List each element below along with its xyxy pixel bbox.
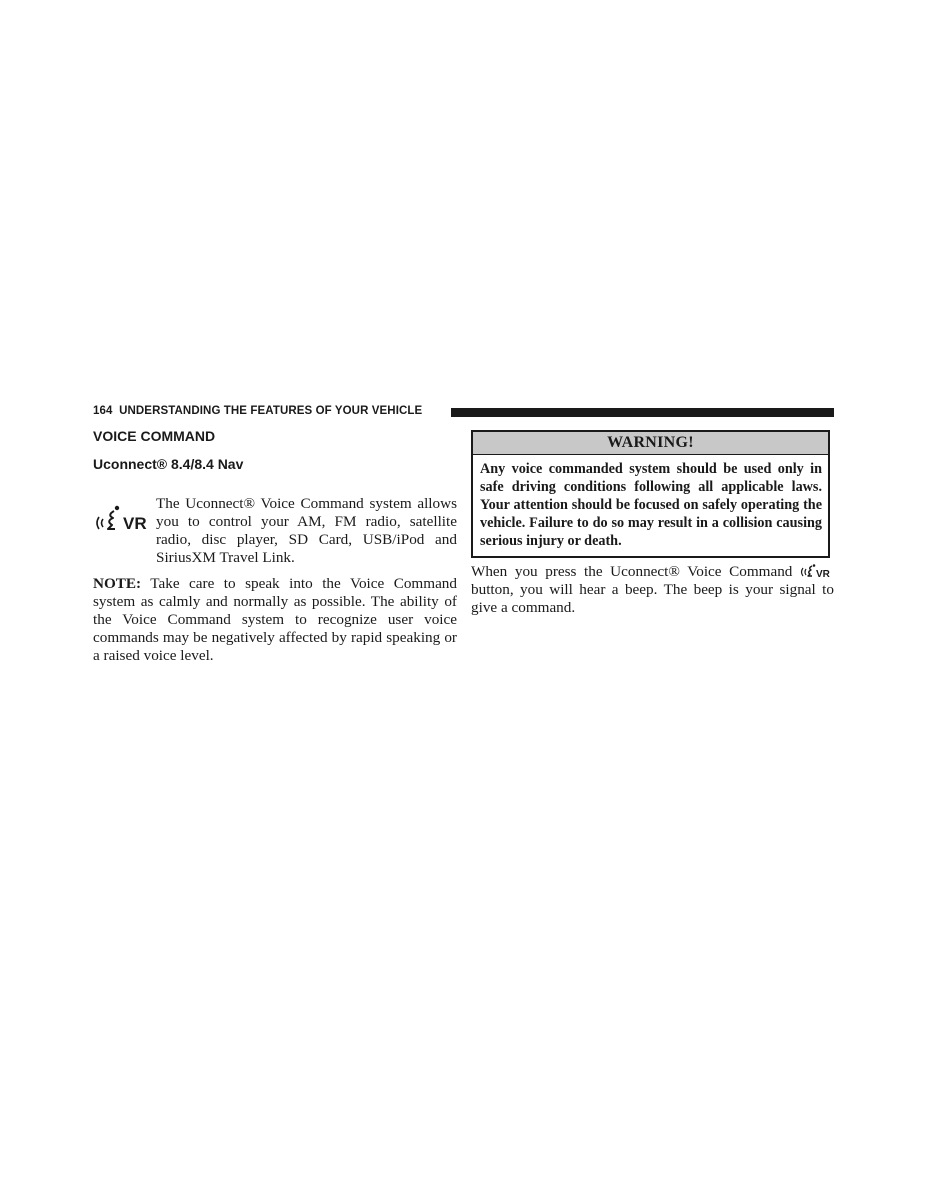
inline-icon-label: VR: [816, 569, 830, 579]
voice-button-paragraph: [471, 563, 834, 617]
note-label: NOTE:: [93, 575, 142, 592]
paragraph-end: button, you will hear a beep. The beep is your signal to give a command.: [471, 581, 834, 616]
header-rule: [451, 408, 834, 417]
subsection-title: Uconnect® 8.4/8.4 Nav: [93, 456, 244, 472]
section-name: UNDERSTANDING THE FEATURES OF YOUR VEHICLE: [119, 405, 423, 417]
warning-box: [471, 430, 830, 558]
right-column: [471, 430, 834, 617]
note-paragraph: [93, 575, 457, 665]
left-column: [93, 428, 457, 665]
intro-text: The Uconnect® Voice Command system allows you to control your AM, FM radio, satellite radio, disc player, SD Card, USB/iPod and SiriusXM Travel Link.: [156, 495, 457, 566]
header-text: [93, 405, 422, 417]
intro-block: [93, 495, 457, 567]
voice-recognition-inline-icon: [800, 563, 834, 579]
page-header: [93, 404, 834, 420]
page-number: 164: [93, 405, 113, 417]
note-text: Take care to speak into the Voice Command system as calmly and normally as possible. The ability of the Voice Command system to recognize user voice commands may be negatively affected by rapid speaking or a raised voice level.: [93, 575, 457, 664]
paragraph-start: When you press the Uconnect® Voice Command: [471, 563, 800, 580]
section-title: VOICE COMMAND: [93, 428, 216, 444]
vr-icon-label: VR: [123, 514, 147, 533]
voice-recognition-icon: [93, 499, 149, 539]
warning-title: WARNING!: [473, 432, 828, 455]
warning-text: Any voice commanded system should be used only in safe driving conditions following all applicable laws. Your attention should be focused on safely operating the vehicle. Failure to do so may result in a collision causing serious injury or death.: [480, 461, 822, 549]
